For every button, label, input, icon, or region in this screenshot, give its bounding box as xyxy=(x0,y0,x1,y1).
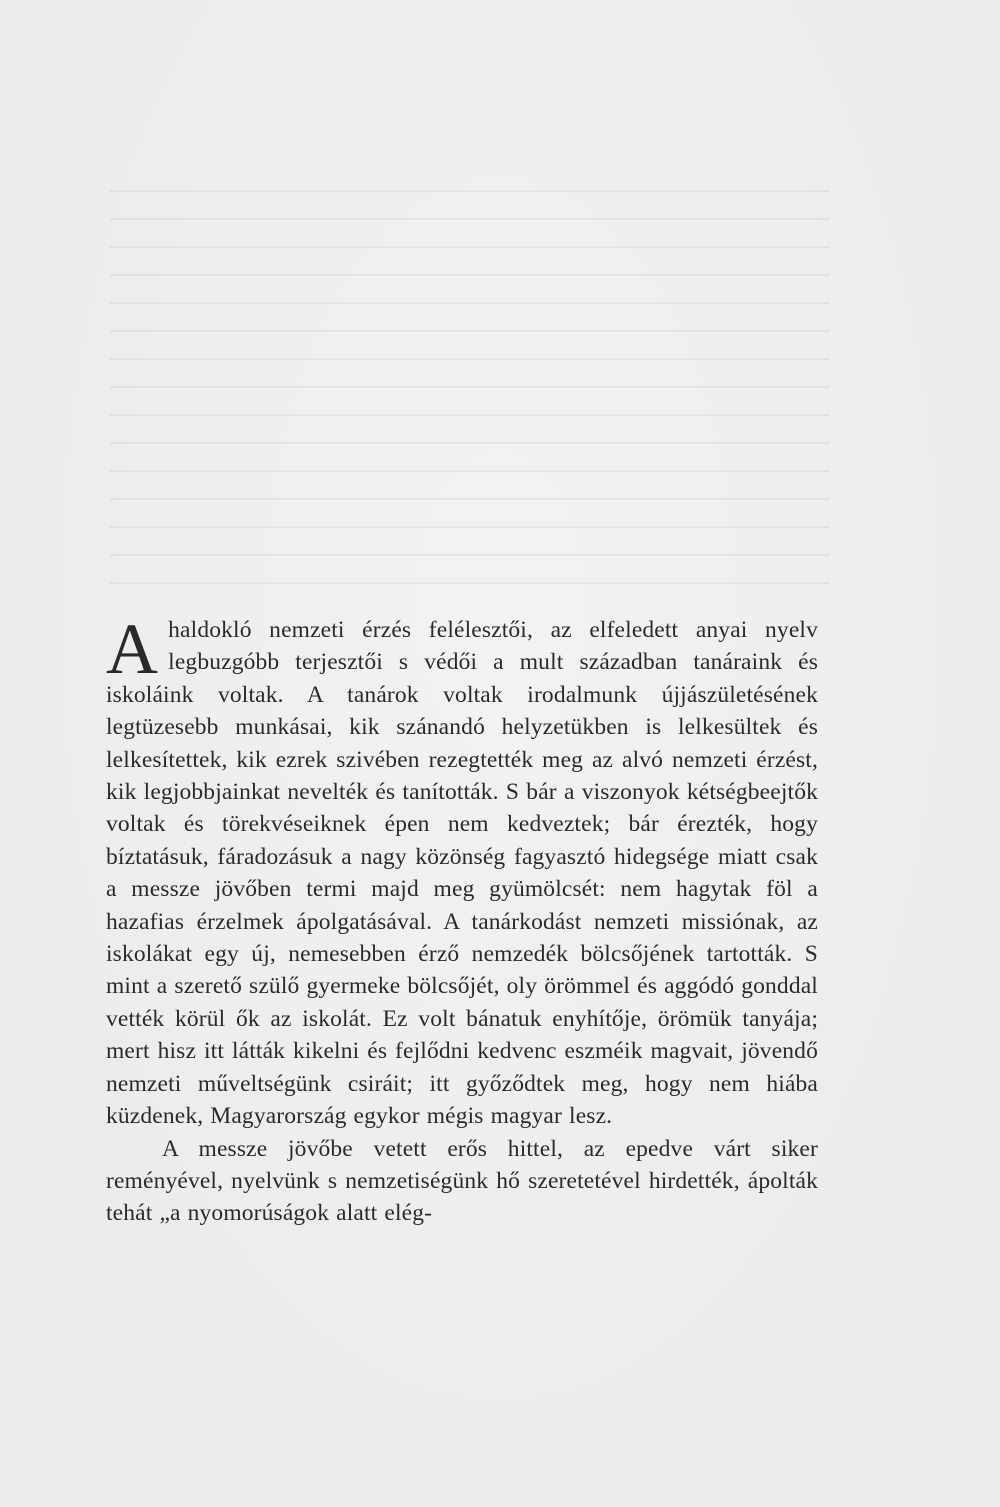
drop-cap: A xyxy=(106,609,159,689)
paragraph-1-text: haldokló nemzeti érzés felélesztői, az elfeledett anyai nyelv legbuzgóbb terjesztői s védői a mult században tanáraink és iskoláink voltak. A tanárok voltak irodalmunk újjászületésének legtüzesebb munkásai, kik szánandó helyzetükben is lelkesültek és lelkesítettek, kik ezrek szivében rezegtették meg az alvó nemzeti érzést, kik legjobbjainkat nevelték és tanították. S bár a viszonyok kétségbeejtők voltak és törekvéseiknek épen nem kedveztek; bár érezték, hogy bíztatásuk, fáradozásuk a nagy közönség fagyasztó hidegsége miatt csak a messze jövőben termi majd meg gyümölcsét: nem hagytak föl a hazafias érzelmek ápolgatásával. A tanárkodást nemzeti missiónak, az iskolákat egy új, nemesebben érző nemzedék bölcsőjének tartották. S mint a szerető szülő gyermeke bölcsőjét, oly örömmel és aggódó gonddal vették körül ők az iskolát. Ez volt bánatuk enyhítője, örömük tanyája; mert hisz itt látták kikelni és fejlődni kedvenc eszméik magvait, jövendő nemzeti műveltségünk csiráit; itt győződtek meg, hogy nem hiába küzdenek, Magyarország egykor mégis magyar lesz. xyxy=(106,617,818,1130)
paragraph-2: A messze jövőbe vetett erős hittel, az epedve várt siker reményével, nyelvünk s nemzetiségünk hő szeretetével hirdették, ápolták tehát „a nyomorúságok alatt elég- xyxy=(106,1135,818,1227)
body-text xyxy=(106,609,818,1230)
show-through-text xyxy=(110,190,830,630)
paragraph-1 xyxy=(106,609,818,1133)
